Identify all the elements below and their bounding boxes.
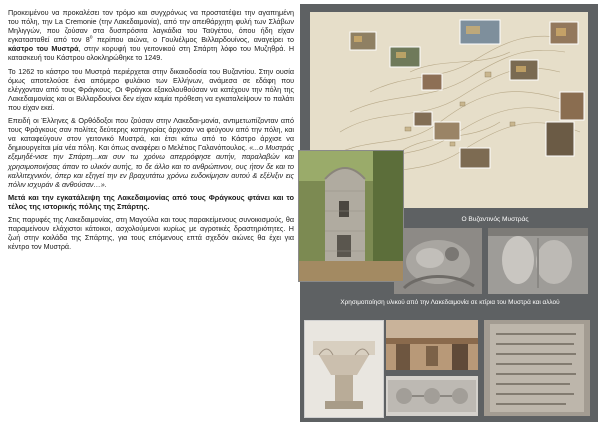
tower-photo [298, 150, 404, 282]
paragraph-2: Το 1262 το κάστρο του Μυστρά περιέρχεται στην δικαιοδοσία του Βυζαντίου. Στην ουσία όμως αποτελούσε ένα απόμερο φυλάκιο των Ελλήνων, ανάμεσα σε εδάφη που ελέγχονταν από τους Φράγκους. Οι Φράγκοι εξακολουθούσαν να κατέχουν την πόλη της Λακεδαιμονίας και οι Βιλλαρδουίνοι δεν είχαν καμία πρόθεση να εγκαταλείψουν το παλάτι που είχαν εκεί. [8, 66, 294, 112]
text-column [8, 8, 294, 255]
marble-frieze-photo [386, 376, 478, 416]
inscription-slab-photo [484, 320, 590, 416]
paragraph-5: Στις παρυφές της Λακεδαιμονίας, στη Μαγούλα και τους παρακείμενους συνοικισμούς, θα παραμείνουν ελάχιστοι κάτοικοι, ασχολούμενοι κυρίως με αγροτικές δραστηριότητες. Η ζωή στην κοιλάδα της Σπάρτης, για τους επόμενους επτά σχεδόν αιώνες θα έχει για κέντρο τον Μυστρά. [8, 214, 294, 252]
relief-photo-lion [394, 228, 482, 294]
relief-photo-figures [488, 228, 588, 294]
building-wall-photo [386, 320, 478, 370]
column-capital-photo [304, 320, 384, 418]
castle-highlight: κάστρο του Μυστρά [8, 44, 79, 54]
paragraph-1: Προκειμένου να προκαλέσει τον τρόμο και συγχρόνως να προστατέψει την αγαπημένη του πόλη, την La Cremonie (την Λακεδαιμονία), από την απειθάρχητη φυλή των Σλάβων Μηλιγγών, που ζούσαν στα δυσπρόσιτα λαγκάδια του Ταϋγέτου, όπου ήδη είχαν εγκατασταθεί από τον $8^o$ περίπου αιώνα, ο Γουλιέλμος Βιλλαρδουίνος, αναγείρει το κάστρο του Μυστρά, στην κορυφή του γειτονικού στη Σπάρτη λόφο του Μυζηθρά. Η κατασκευή του Κάστρου ολοκληρώθηκε το 1249. [8, 8, 295, 63]
paragraph-4-bold: Μετά και την εγκατάλειψη της Λακεδαιμονίας από τους Φράγκους φτάνει και το τέλος της ιστορικής πόλης της Σπάρτης. [8, 192, 294, 211]
caption-reuse: Χρησιμοποίηση υλικού από την Λακεδαιμονία σε κτίρια του Μυστρά και αλλού [340, 299, 560, 306]
paragraph-3: Επειδή οι Έλληνες & Ορθόδοξοι που ζούσαν στην Λακεδαι-μονία, αντιμετωπίζονταν από τους Φράγκους σαν πολίτες δεύτερης κατηγορίας άρχισαν να φεύγουν από την πόλη, και να καταφεύγουν στον γειτονικό Μυστρά, και έτσι κάτω από το Κάστρο άρχισε να δημιουργείται μία νέα πόλη. Και όπως αναφέρει ο Μελέτιος Γαλανόπουλος. «...ο Μυστράς εξεμηδέ-νισε την Σπάρτη...και συν τω χρόνω απερρόφησε αυτήν, παραλαβών και χρησιμοποιήσας άπαν το υλικόν αυτής, το δε άλλο και το ανθρώπινον, ους ήτον δε και το καλλιτεχνικόν, όπερ και εξηγεί την εν βραχυτάτω χρόνω ευδοκίμησιν αυτού & εξέλιξιν εις πόλιν ισχυράν & ανθούσαν…». [8, 116, 294, 189]
galanopoulos-quote: «...ο Μυστράς εξεμηδέ-νισε την Σπάρτη...και συν τω χρόνω απερρόφησε αυτήν, παραλαβών και χρησιμοποιήσας άπαν το υλικόν αυτής, το δε άλλο και το ανθρώπινον, ους ήτον δε και το καλλιτεχνικόν, όπερ και εξηγεί την εν βραχυτάτω χρόνω ευδοκίμησιν αυτού & εξέλιξιν εις πόλιν ισχυράν & ανθούσαν…». [8, 143, 294, 189]
caption-mystras: Ο Βυζαντινός Μυστράς [461, 216, 529, 223]
